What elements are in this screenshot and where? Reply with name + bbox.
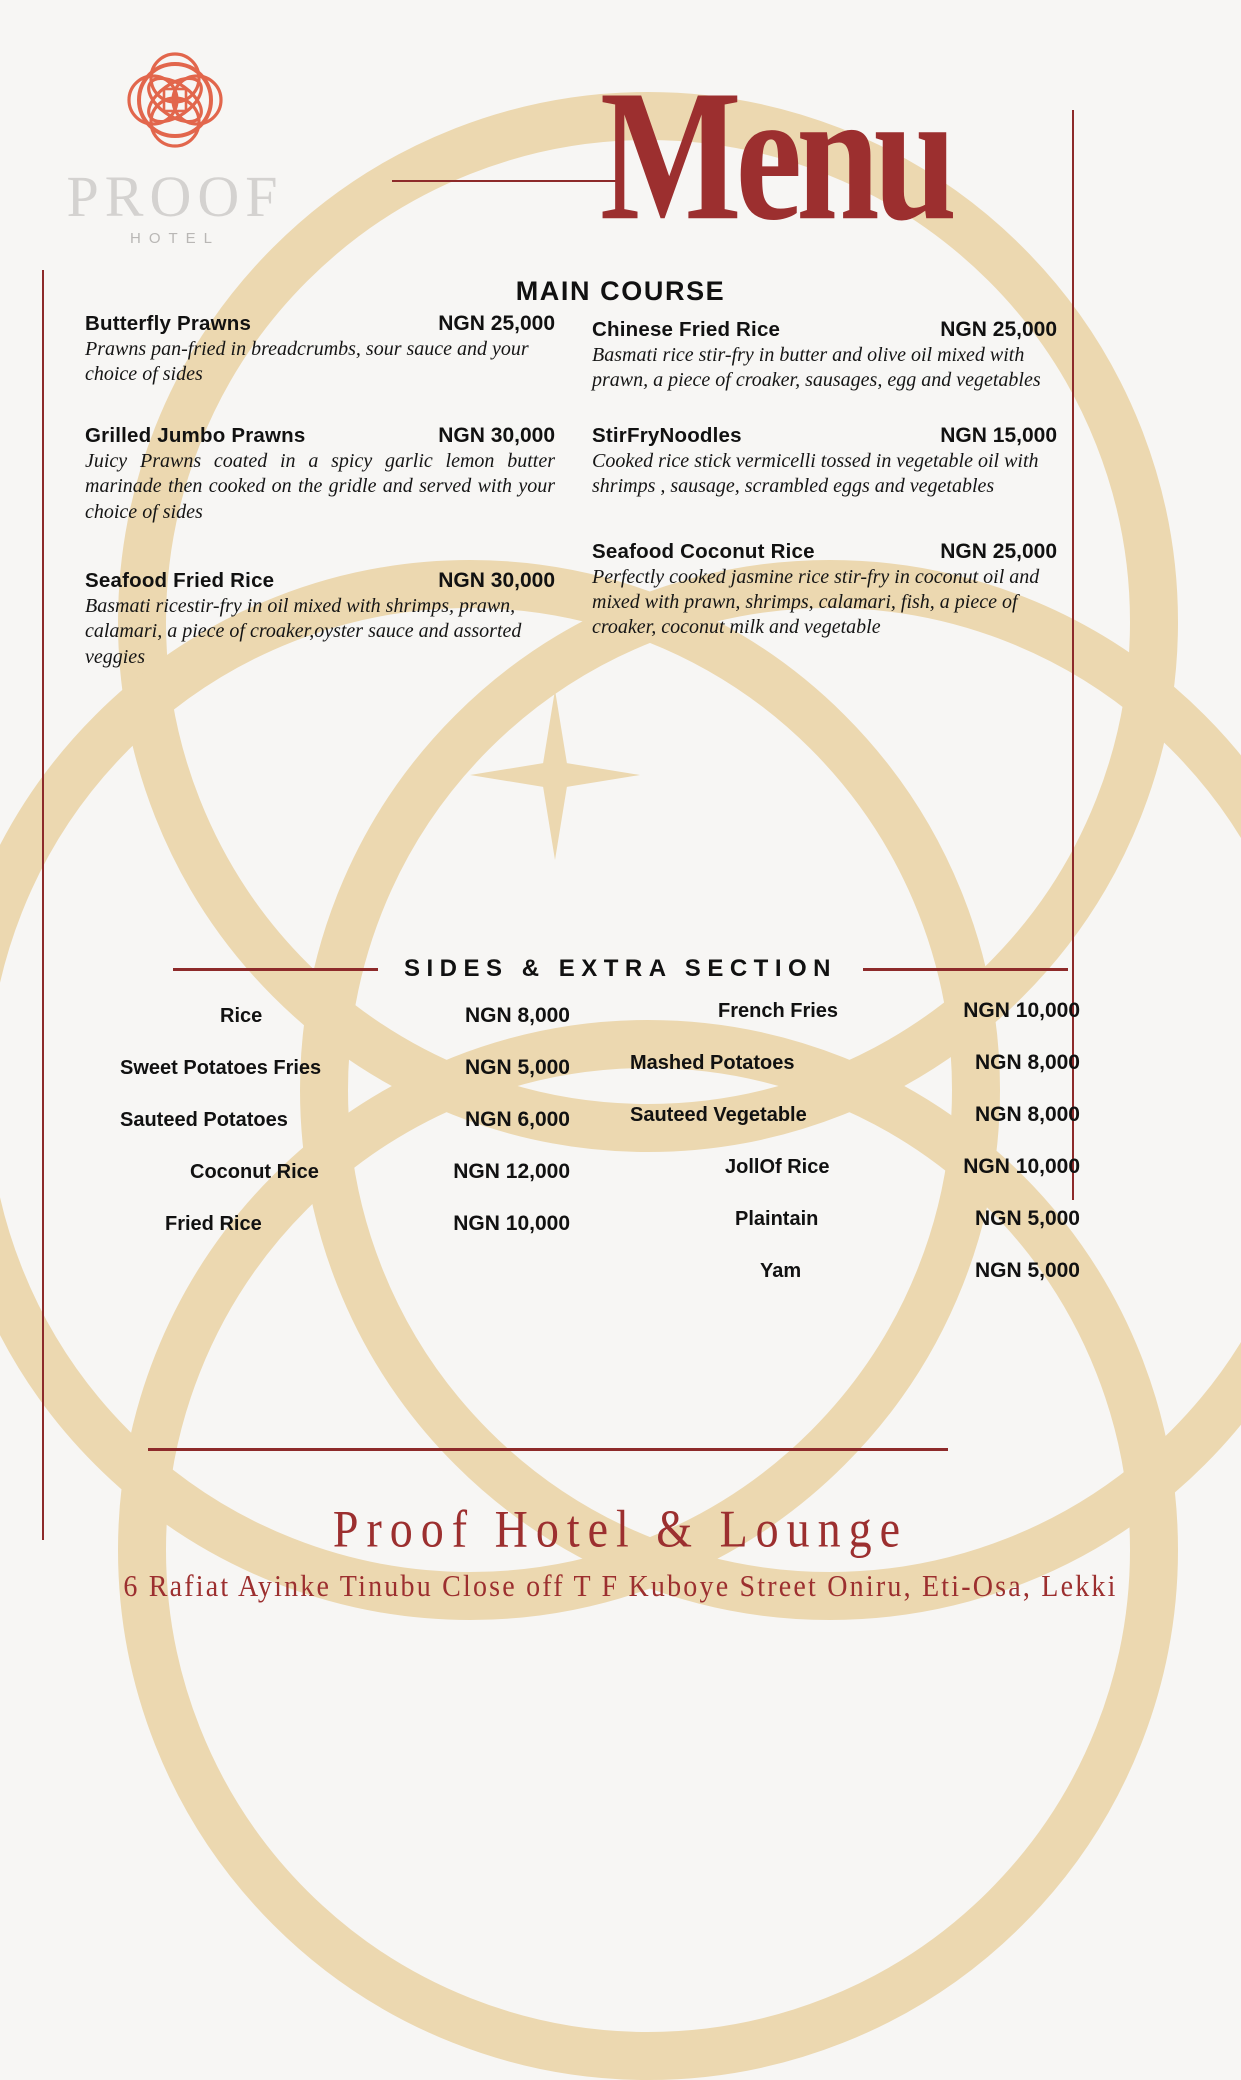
menu-item-name: StirFryNoodles (592, 423, 742, 447)
menu-item-name: Chinese Fried Rice (592, 318, 781, 341)
menu-item (592, 318, 1057, 394)
sides-left-column (120, 990, 570, 1250)
footer-business-name: Proof Hotel & Lounge (332, 1499, 909, 1558)
side-item-name: Yam (760, 1259, 802, 1282)
main-course-right-column (592, 318, 1057, 665)
menu-item-price: NGN 25,000 (438, 312, 555, 335)
side-item-name: Plaintain (735, 1207, 819, 1230)
menu-item-name: Butterfly Prawns (85, 312, 252, 335)
sparkle-icon (470, 690, 640, 860)
left-frame-rule (42, 270, 44, 1540)
brand-logo (60, 40, 290, 247)
side-item-price: NGN 6,000 (464, 1108, 570, 1131)
side-item (120, 1198, 570, 1250)
menu-item (85, 312, 555, 388)
side-item-name: Coconut Rice (190, 1160, 319, 1183)
side-item-name: Sweet Potatoes Fries (120, 1056, 322, 1079)
side-item (120, 1094, 570, 1146)
side-item-name: Rice (220, 1004, 263, 1027)
side-item-price: NGN 10,000 (453, 1212, 570, 1235)
menu-item-name: Seafood Coconut Rice (592, 539, 815, 563)
side-item-price: NGN 5,000 (464, 1056, 570, 1079)
menu-item (592, 540, 1057, 641)
side-item (630, 1193, 1080, 1245)
menu-item-price: NGN 25,000 (940, 539, 1057, 563)
side-item (630, 985, 1080, 1037)
side-item-name: Sauteed Potatoes (120, 1108, 288, 1131)
sides-heading: SIDES & EXTRA SECTION (404, 955, 837, 982)
menu-item-description: Prawns pan-fried in breadcrumbs, sour sauce and your choice of sides (85, 338, 529, 386)
title-divider-rule (392, 180, 624, 182)
side-item-price: NGN 8,000 (464, 1004, 570, 1027)
sides-divider-right (863, 968, 1068, 971)
menu-item-description: Juicy Prawns coated in a spicy garlic lemon butter marinade then cooked on the gridle and served with your choice of sides (85, 449, 555, 523)
sides-divider-left (173, 968, 378, 971)
side-item-name: French Fries (718, 999, 839, 1022)
footer-divider-rule (148, 1448, 948, 1451)
side-item-price: NGN 5,000 (974, 1259, 1080, 1282)
side-item-name: Fried Rice (165, 1212, 262, 1235)
side-item (630, 1245, 1080, 1297)
menu-item-price: NGN 25,000 (940, 318, 1057, 341)
menu-item-name: Grilled Jumbo Prawns (85, 423, 306, 447)
menu-item-description: Basmati ricestir-fry in oil mixed with shrimps, prawn, calamari, a piece of croaker,oyster sauce and assorted veggies (85, 594, 522, 668)
side-item-name: JollOf Rice (725, 1155, 830, 1178)
menu-item (592, 424, 1057, 500)
side-item-price: NGN 10,000 (963, 1155, 1080, 1178)
menu-item (85, 569, 555, 670)
brand-wordmark: PROOF (66, 164, 284, 229)
side-item-price: NGN 8,000 (974, 1051, 1080, 1074)
menu-item-name: Seafood Fried Rice (85, 568, 275, 592)
side-item-price: NGN 12,000 (453, 1160, 570, 1183)
side-item-name: Sauteed Vegetable (630, 1103, 807, 1126)
menu-item (85, 424, 555, 525)
side-item-price: NGN 10,000 (963, 999, 1080, 1022)
sides-section-header (0, 955, 1241, 983)
menu-item-price: NGN 30,000 (438, 568, 555, 592)
footer-address: 6 Rafiat Ayinke Tinubu Close off T F Kuboye Street Oniru, Eti-Osa, Lekki (123, 1569, 1118, 1604)
main-course-left-column (85, 312, 555, 694)
menu-item-price: NGN 30,000 (438, 423, 555, 447)
menu-item-description: Basmati rice stir-fry in butter and olive oil mixed with prawn, a piece of croaker, sausages, egg and vegetables (592, 344, 1041, 392)
side-item-price: NGN 5,000 (974, 1207, 1080, 1230)
side-item (120, 1146, 570, 1198)
rosette-logo-icon (115, 40, 235, 160)
sides-right-column (630, 985, 1080, 1297)
side-item (120, 1042, 570, 1094)
side-item-price: NGN 8,000 (974, 1103, 1080, 1126)
main-course-heading: MAIN COURSE (515, 276, 726, 306)
page-footer (0, 1498, 1241, 1606)
side-item (630, 1037, 1080, 1089)
menu-item-description: Perfectly cooked jasmine rice stir-fry in coconut oil and mixed with prawn, shrimps, calamari, fish, a piece of croaker, coconut milk and vegetable (592, 565, 1040, 639)
menu-item-price: NGN 15,000 (940, 423, 1057, 447)
brand-subtitle: HOTEL (129, 230, 220, 247)
side-item (630, 1089, 1080, 1141)
side-item (120, 990, 570, 1042)
side-item-name: Mashed Potatoes (630, 1051, 795, 1074)
menu-item-description: Cooked rice stick vermicelli tossed in vegetable oil with shrimps , sausage, scrambled eggs and vegetables (592, 449, 1039, 498)
page-title: Menu (600, 52, 951, 260)
side-item (630, 1141, 1080, 1193)
page-header (0, 0, 1241, 275)
